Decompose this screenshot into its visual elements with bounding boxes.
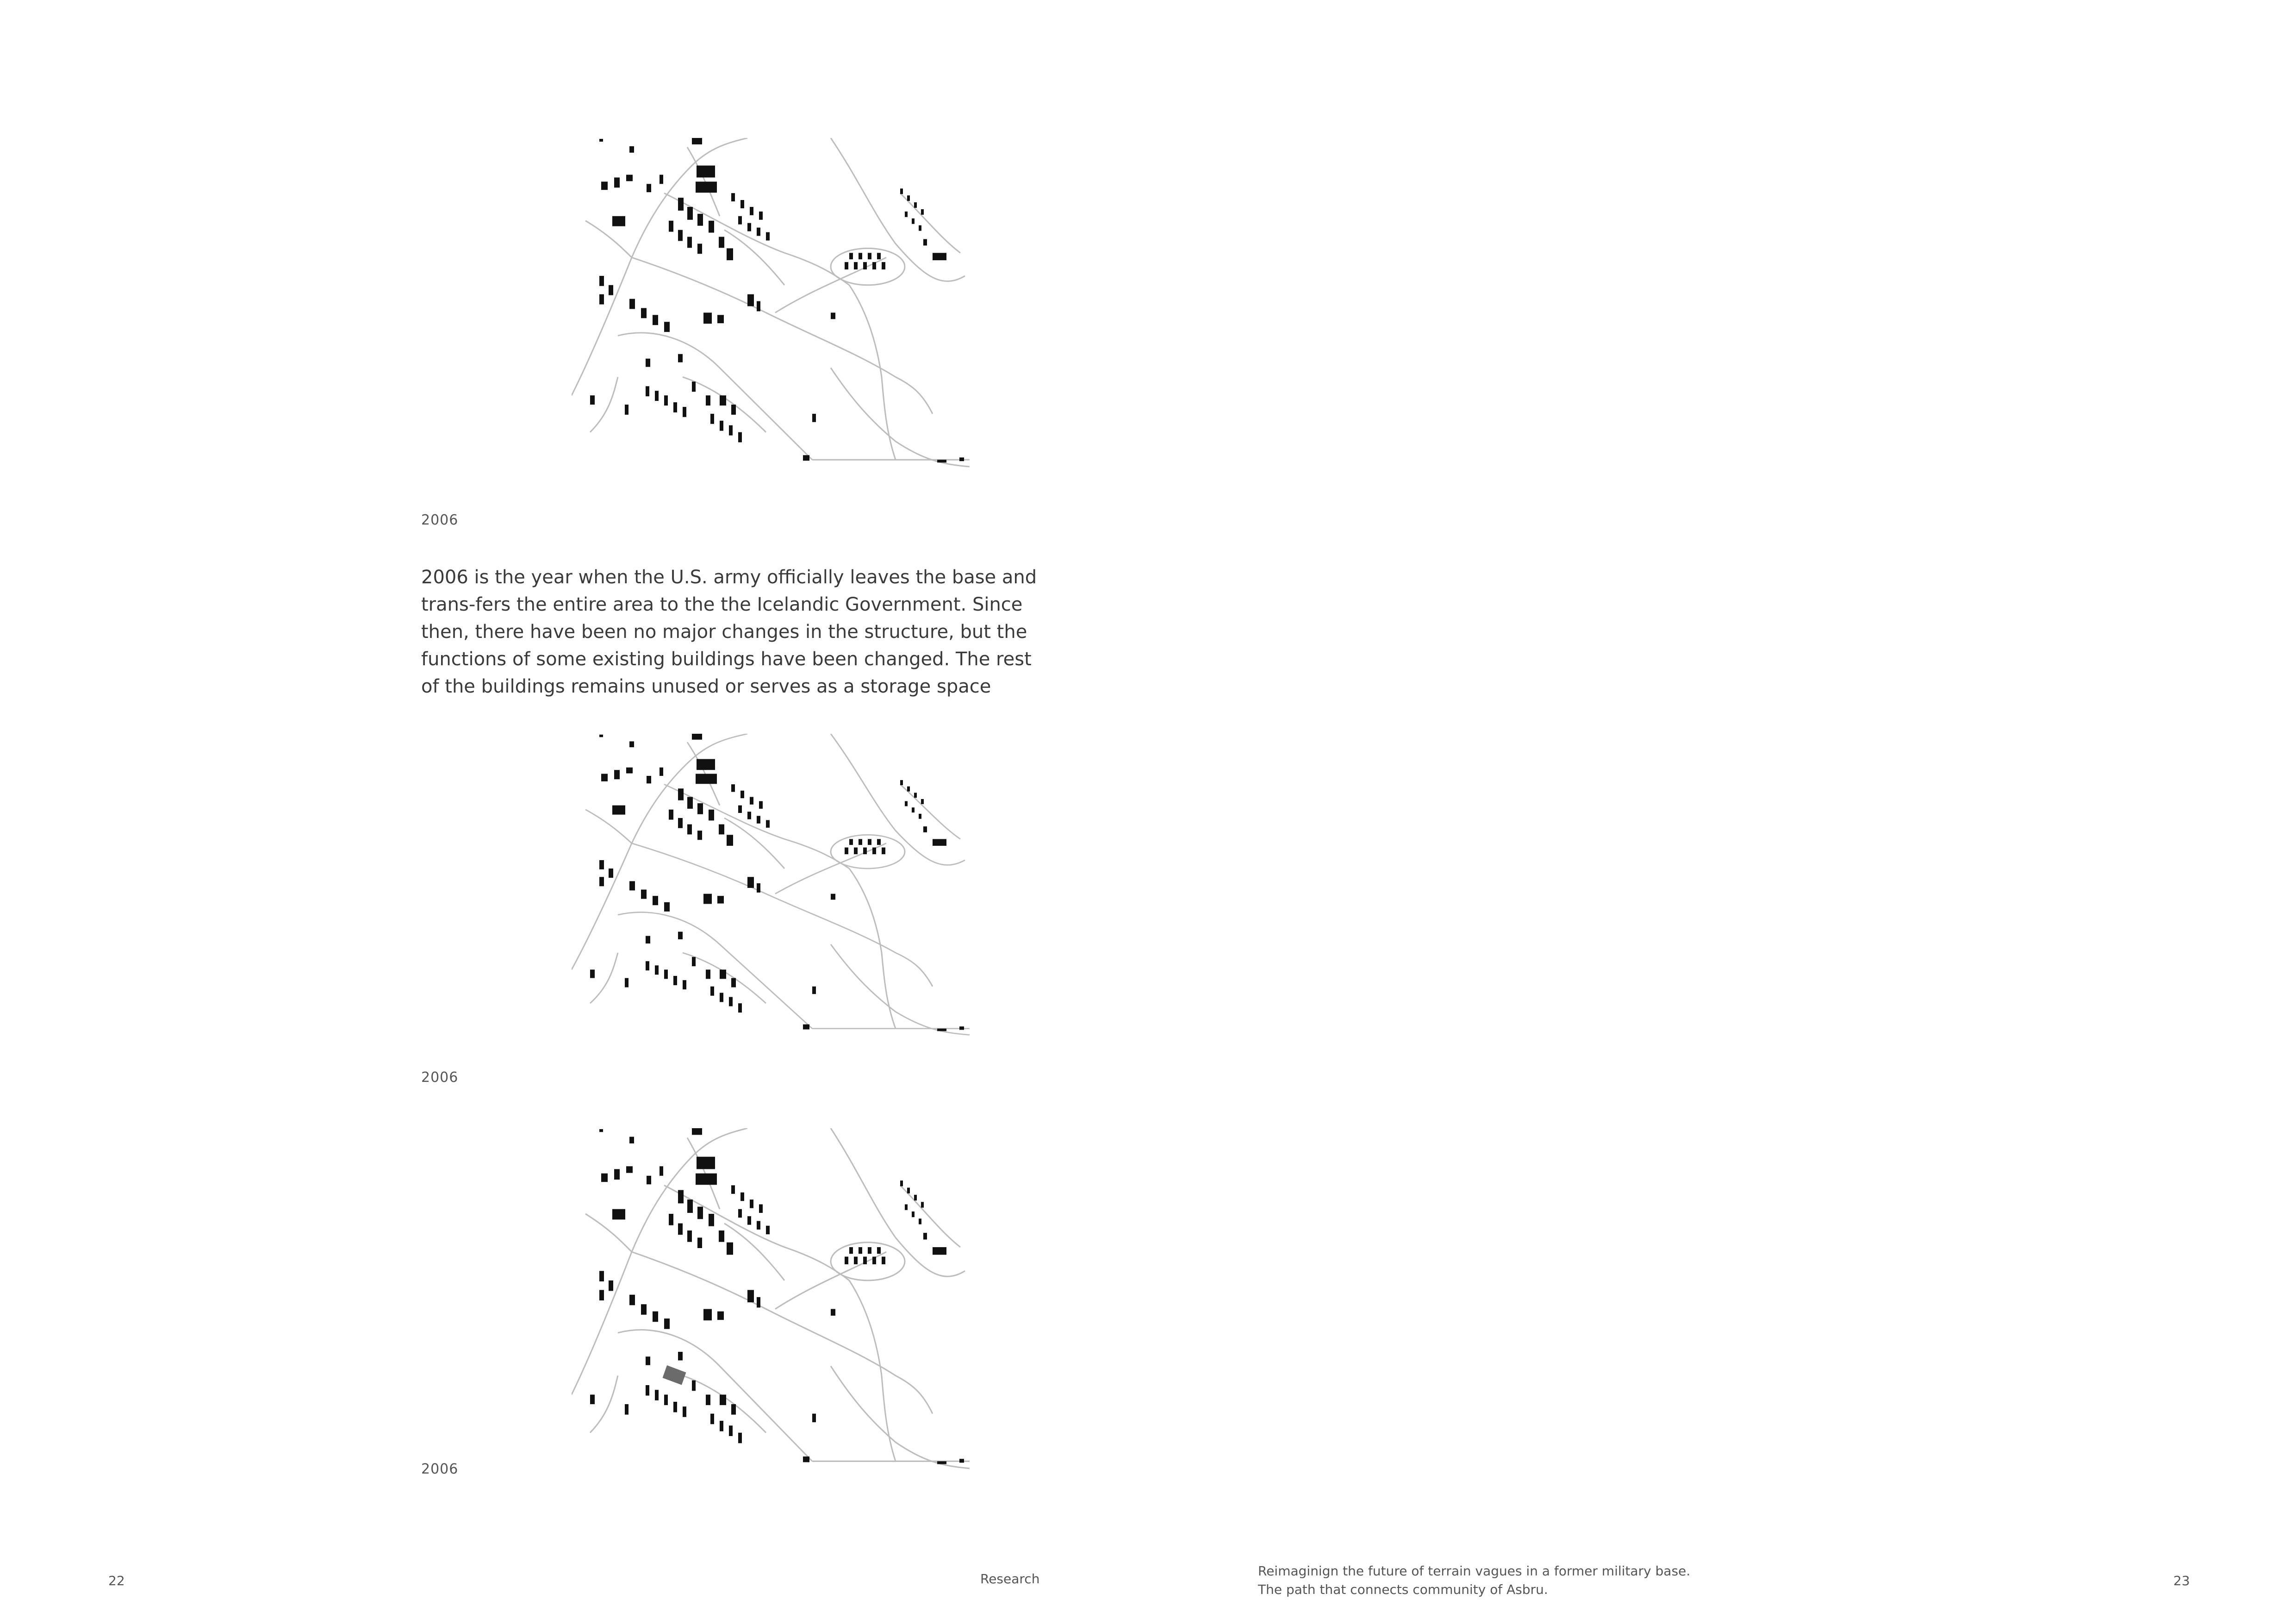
site-plan-map — [572, 138, 970, 469]
site-plan-map — [572, 734, 970, 1037]
project-tagline — [1258, 1562, 1860, 1599]
building-cluster — [590, 138, 964, 462]
site-plan-map — [572, 1128, 970, 1471]
building-cluster — [590, 734, 964, 1031]
tagline-line-1: Reimaginign the future of terrain vagues in a former military base. — [1258, 1563, 1691, 1579]
highlighted-building — [663, 1365, 686, 1385]
page-number-left: 22 — [108, 1573, 125, 1588]
tagline-line-2: The path that connects community of Asbru. — [1258, 1582, 1548, 1597]
body-paragraph: 2006 is the year when the U.S. army officially leaves the base and trans-fers the entire area to the the Icelandic Government. Since then, there have been no major changes in the structure, but the functions of some existing buildings have been changed. The rest of the buildings remains unused or serves as a storage space — [421, 567, 1037, 697]
page-number-right: 23 — [2173, 1573, 2190, 1588]
map-caption: 2006 — [421, 1461, 459, 1477]
building-cluster — [590, 1128, 964, 1464]
section-title: Research — [980, 1571, 1040, 1587]
map-caption: 2006 — [421, 512, 459, 528]
map-caption: 2006 — [421, 1069, 459, 1086]
